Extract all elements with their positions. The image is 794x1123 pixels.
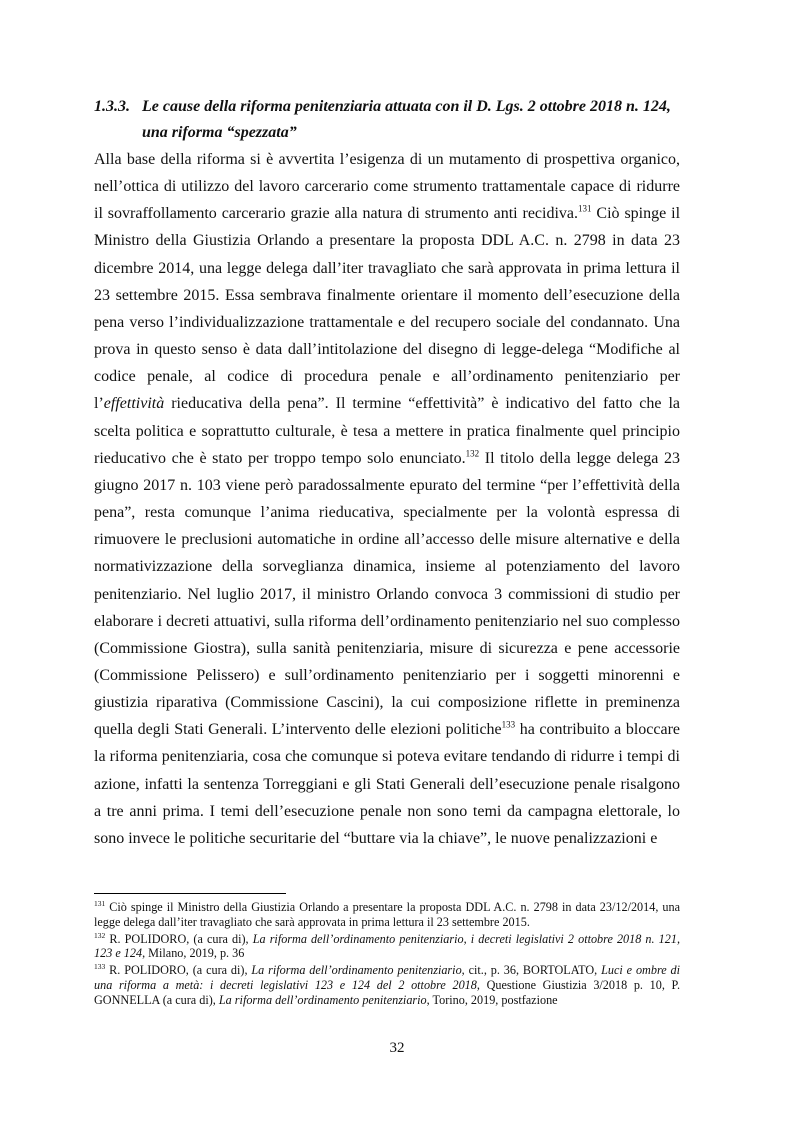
body-text-4: Il titolo della legge delega 23 giugno 2017 n. 103 viene però paradossalmente epurato del termine “per l’effettività della pena”, resta comunque l’anima rieducativa, specialmente per la volontà espressa di rimuovere le preclusioni automatiche in ordine all’accesso delle misure alternative e della normativizzazione della sorveglianza dinamica, insieme al potenziamento del lavoro penitenziario. Nel luglio 2017, il ministro Orlando convoca 3 commissioni di studio per elaborare i decreti attuativi, sulla riforma dell’ordinamento penitenziario nel suo complesso (Commissione Giostra), sulla sanità penitenziaria, misure di sicurezza e pene accessorie (Commissione Pelissero) e sull’ordinamento penitenziario per i soggetti minorenni e giustizia riparativa (Commissione Cascini), la cui composizione riflette in preminenza quella degli Stati Generali. L’intervento delle elezioni politiche: [94, 449, 680, 739]
footnote-text-133c: , Questione Giustizia 3/2018 p. 10, P. GONNELLA (a cura di),: [94, 977, 680, 1007]
footnote-number-131: 131: [94, 898, 106, 908]
footnote-text-132a: R. POLIDORO, (a cura di),: [105, 931, 253, 946]
footnote-text-132b: , Milano, 2019, p. 36: [142, 946, 245, 961]
footnote-separator: [94, 893, 286, 894]
body-text-5: ha contribuito a bloccare la riforma penitenziaria, cosa che comunque si poteva evitare tendando di ridurre i tempi di azione, infatti la sentenza Torreggiani e gli Stati Generali dell’esecuzione penale risalgono a tre anni prima. I temi dell’esecuzione penale non sono temi da campagna elettorale, lo sono invece le politiche securitarie del “buttare via la chiave”, le nuove penalizzazioni e: [94, 721, 680, 847]
body-text-3: rieducativa della pena”. Il termine “effettività” è indicativo del fatto che la scelta politica e soprattutto culturale, è tesa a mettere in pratica finalmente quel principio rieducativo che è stato per troppo tempo solo enunciato.: [94, 395, 680, 467]
footnote-132: [94, 932, 680, 962]
footnote-italic-133b: Luci e ombre di una riforma a metà: i decreti legislativi 123 e 124 del 2 ottobre 2018: [94, 963, 680, 992]
section-title-line2: una riforma “spezzata”: [142, 124, 297, 141]
body-text-1: Alla base della riforma si è avvertita l’esigenza di un mutamento di prospettiva organico, nell’ottica di utilizzo del lavoro carcerario come strumento trattamentale capace di ridurre il sovraffollamento carcerario grazie alla natura di strumento anti recidiva.: [94, 151, 680, 223]
footnote-text-133d: , Torino, 2019, postfazione: [426, 992, 558, 1007]
section-heading: [94, 94, 694, 146]
body-text-2: Ciò spinge il Ministro della Giustizia Orlando a presentare la proposta DDL A.C. n. 2798 in data 23 dicembre 2014, una legge delega dall’iter travagliato che sarà approvata in prima lettura il 23 settembre 2015. Essa sembrava finalmente orientare il momento dell’esecuzione della pena verso l’individualizzazione trattamentale e del recupero sociale del condannato. Una prova in questo senso è data dall’intitolazione del disegno di legge-delega “Modifiche al codice penale, al codice di procedura penale e all’ordinamento penitenziario per l’: [94, 205, 681, 413]
footnote-italic-133a: La riforma dell’ordinamento penitenziario,: [251, 963, 465, 978]
footnote-133: [94, 963, 680, 1007]
section-number: 1.3.3.: [94, 98, 130, 115]
footnotes: [94, 900, 680, 1010]
footnote-number-133: 133: [94, 962, 106, 972]
footnote-ref-132[interactable]: 132: [465, 448, 480, 459]
footnote-italic-132: La riforma dell’ordinamento penitenziario, i decreti legislativi 2 ottobre 2018 n. 121, 123 e 124: [94, 931, 680, 961]
footnote-number-132: 132: [94, 930, 106, 940]
footnote-italic-133c: La riforma dell’ordinamento penitenziario: [218, 992, 427, 1007]
body-paragraph: [94, 146, 680, 852]
footnote-text-133a: R. POLIDORO, (a cura di),: [105, 963, 252, 978]
footnote-text-131: Ciò spinge il Ministro della Giustizia Orlando a presentare la proposta DDL A.C. n. 2798 in data 23/12/2014, una legge delega dall’iter travagliato che sarà approvata in prima lettura il 23 settembre 2015.: [94, 900, 680, 929]
section-title-line1: Le cause della riforma penitenziaria attuata con il D. Lgs. 2 ottobre 2018 n. 124,: [142, 98, 671, 115]
body-italic-effettivita: effettività: [103, 395, 165, 413]
footnote-ref-131[interactable]: 131: [578, 203, 592, 214]
footnote-text-133b: cit., p. 36, BORTOLATO,: [464, 963, 602, 978]
footnote-ref-133[interactable]: 133: [501, 719, 516, 730]
page-number: 32: [389, 1040, 405, 1056]
footnote-131: [94, 900, 680, 930]
